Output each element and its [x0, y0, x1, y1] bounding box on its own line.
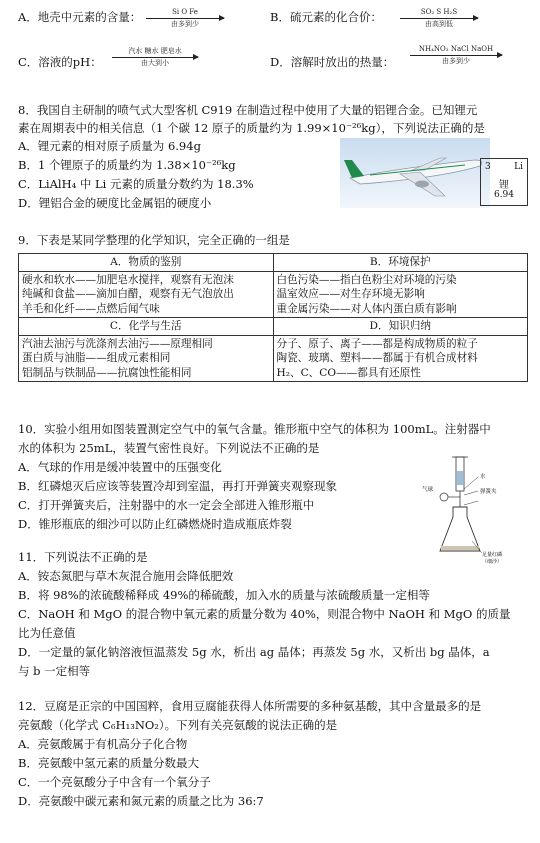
cell-c-head: C．化学与生活: [19, 318, 274, 336]
q7-b-bottom: 由高到低: [425, 20, 453, 28]
airplane-image: [340, 138, 490, 208]
arrow-icon: [400, 18, 478, 19]
q7-option-c-arrow: [112, 47, 198, 68]
q7-option-d-arrow: [410, 45, 502, 66]
element-name: 锂: [499, 180, 509, 191]
knowledge-table: [18, 253, 528, 382]
q9-stem: 9．下表是某同学整理的化学知识，完全正确的一组是: [18, 233, 290, 247]
q8-stem-line2: 素在周期表中的相关信息（1 个碳 12 原子的质量约为 1.99×10⁻²⁶kg），下列说法正确的是: [18, 121, 485, 135]
q10-stem-line1: 10．实验小组用如图装置测定空气中的氧气含量。锥形瓶中空气的体积为 100mL。注射器中: [18, 422, 491, 436]
atomic-mass: 6.94: [493, 190, 515, 200]
q11-option-d-line1: D．一定量的氯化钠溶液恒温蒸发 5g 水，析出 ag 晶体；再蒸发 5g 水，又析出 bg 晶体，a: [18, 645, 490, 659]
cell-d-head: D．知识归纳: [273, 318, 528, 336]
q11-option-a: A．铵态氮肥与草木灰混合施用会降低肥效: [18, 569, 234, 583]
fig-water-label: 水: [480, 474, 486, 480]
d-item-1: 分子、原子、离子——都是构成物质的粒子: [276, 337, 478, 350]
q7-a-bottom: 由多到少: [171, 20, 199, 28]
cell-b-head: B．环境保护: [273, 254, 528, 272]
q11-option-c-line2: 比为任意值: [18, 626, 76, 640]
a-item-1: 硬水和软水——加肥皂水搅拌，观察有无泡沫: [22, 273, 234, 286]
q7-b-top: SO₂ S H₂S: [420, 8, 458, 16]
d-item-3: H₂、C、CO——都具有还原性: [276, 366, 421, 379]
q8-option-d: D．锂铝合金的硬度比金属铝的硬度小: [18, 196, 212, 210]
c-item-2: 蛋白质与油脂——组成元素相同: [22, 352, 171, 364]
q8-option-b: B．1 个锂原子的质量约为 1.38×10⁻²⁶kg: [18, 158, 236, 172]
q7-d-bottom: 由多到少: [442, 57, 470, 65]
q7-c-bottom: 由大到小: [141, 59, 169, 67]
arrow-icon: [146, 18, 224, 19]
atomic-number: 3: [485, 162, 491, 172]
q12-stem-line2: 亮氨酸（化学式 C₆H₁₃NO₂）。下列有关亮氨酸的说法正确的是: [18, 718, 338, 732]
d-item-2: 陶瓷、玻璃、塑料——都属于有机合成材料: [276, 352, 478, 364]
fig-sand-label: （细沙）: [482, 559, 503, 565]
c-item-1: 汽油去油污与洗涤剂去油污——原理相同: [22, 337, 213, 350]
lithium-element-card: [480, 158, 528, 206]
cell-b-body: [273, 271, 528, 318]
a-item-3: 羊毛和化纤——点燃后闻气味: [22, 302, 160, 315]
q7-d-top: NH₄NO₃ NaCl NaOH: [418, 45, 494, 53]
q8-option-c: C．LiAlH₄ 中 Li 元素的质量分数约为 18.3%: [18, 177, 254, 191]
q12-option-d: D．亮氨酸中碳元素和氮元素的质量之比为 36:7: [18, 794, 264, 808]
element-symbol: Li: [514, 162, 523, 172]
arrow-icon: [112, 57, 198, 58]
fig-phosphorus-label: 足量红磷: [482, 552, 503, 558]
q7-option-a-arrow: [146, 8, 224, 29]
q10-option-b: B．红磷熄灭后应该等装置冷却到室温，再打开弹簧夹观察现象: [18, 479, 337, 493]
cell-a-head: A．物质的鉴别: [19, 254, 274, 272]
arrow-icon: [410, 55, 502, 56]
q11-option-c-line1: C．NaOH 和 MgO 的混合物中氧元素的质量分数为 40%，则混合物中 NaOH 和 MgO 的质量: [18, 607, 511, 621]
q10-option-c: C．打开弹簧夹后，注射器中的水一定会全部进入锥形瓶中: [18, 498, 315, 512]
b-item-2: 温室效应——对生存环境无影响: [276, 288, 425, 300]
b-item-1: 白色污染——指白色粉尘对环境的污染: [276, 273, 457, 286]
cell-c-body: [19, 335, 274, 382]
q10-option-a: A．气球的作用是缓冲装置中的压强变化: [18, 460, 222, 474]
q11-stem: 11．下列说法不正确的是: [18, 550, 148, 564]
q10-stem-line2: 水的体积为 25mL，装置气密性良好。下列说法不正确的是: [18, 441, 320, 455]
q7-option-a-label: A．地壳中元素的含量：: [18, 10, 142, 24]
q12-option-b: B．亮氨酸中氢元素的质量分数最大: [18, 756, 199, 770]
q7-c-top: 汽水 糖水 肥皂水: [128, 47, 182, 55]
q7-option-b-arrow: [400, 8, 478, 29]
q12-stem-line1: 12．豆腐是正宗的中国国粹，食用豆腐能获得人体所需要的多种氨基酸，其中含量最多的是: [18, 699, 482, 713]
q10-option-d: D．锥形瓶底的细沙可以防止红磷燃烧时造成瓶底炸裂: [18, 517, 292, 531]
q7-option-d-label: D．溶解时放出的热量：: [270, 55, 395, 69]
fig-clamp-label: 弹簧夹: [480, 489, 497, 495]
q11-option-b: B．将 98%的浓硫酸稀释成 49%的稀硫酸，加入水的质量与浓硫酸质量一定相等: [18, 588, 430, 602]
q12-option-c: C．一个亮氨酸分子中含有一个氧分子: [18, 775, 211, 789]
fig-balloon-label: 气球: [422, 487, 434, 493]
q7-option-c-label: C．溶液的pH：: [18, 55, 102, 69]
b-item-3: 重金属污染——对人体内蛋白质有影响: [276, 302, 457, 315]
q12-option-a: A．亮氨酸属于有机高分子化合物: [18, 737, 188, 751]
q11-option-d-line2: 与 b 一定相等: [18, 664, 91, 678]
cell-a-body: [19, 271, 274, 318]
q8-option-a: A．锂元素的相对原子质量为 6.94g: [18, 139, 201, 153]
q7-a-top: Si O Fe: [172, 8, 198, 16]
experiment-apparatus-diagram: [420, 455, 520, 565]
q7-option-b-label: B．硫元素的化合价：: [270, 10, 382, 24]
a-item-2: 纯碱和食盐——滴加白醋，观察有无气泡放出: [22, 288, 234, 300]
q8-stem-line1: 8．我国自主研制的喷气式大型客机 C919 在制造过程中使用了大量的铝锂合金。已知锂元: [18, 103, 478, 117]
cell-d-body: [273, 335, 528, 382]
c-item-3: 铝制品与铁制品——抗腐蚀性能相同: [22, 366, 192, 379]
